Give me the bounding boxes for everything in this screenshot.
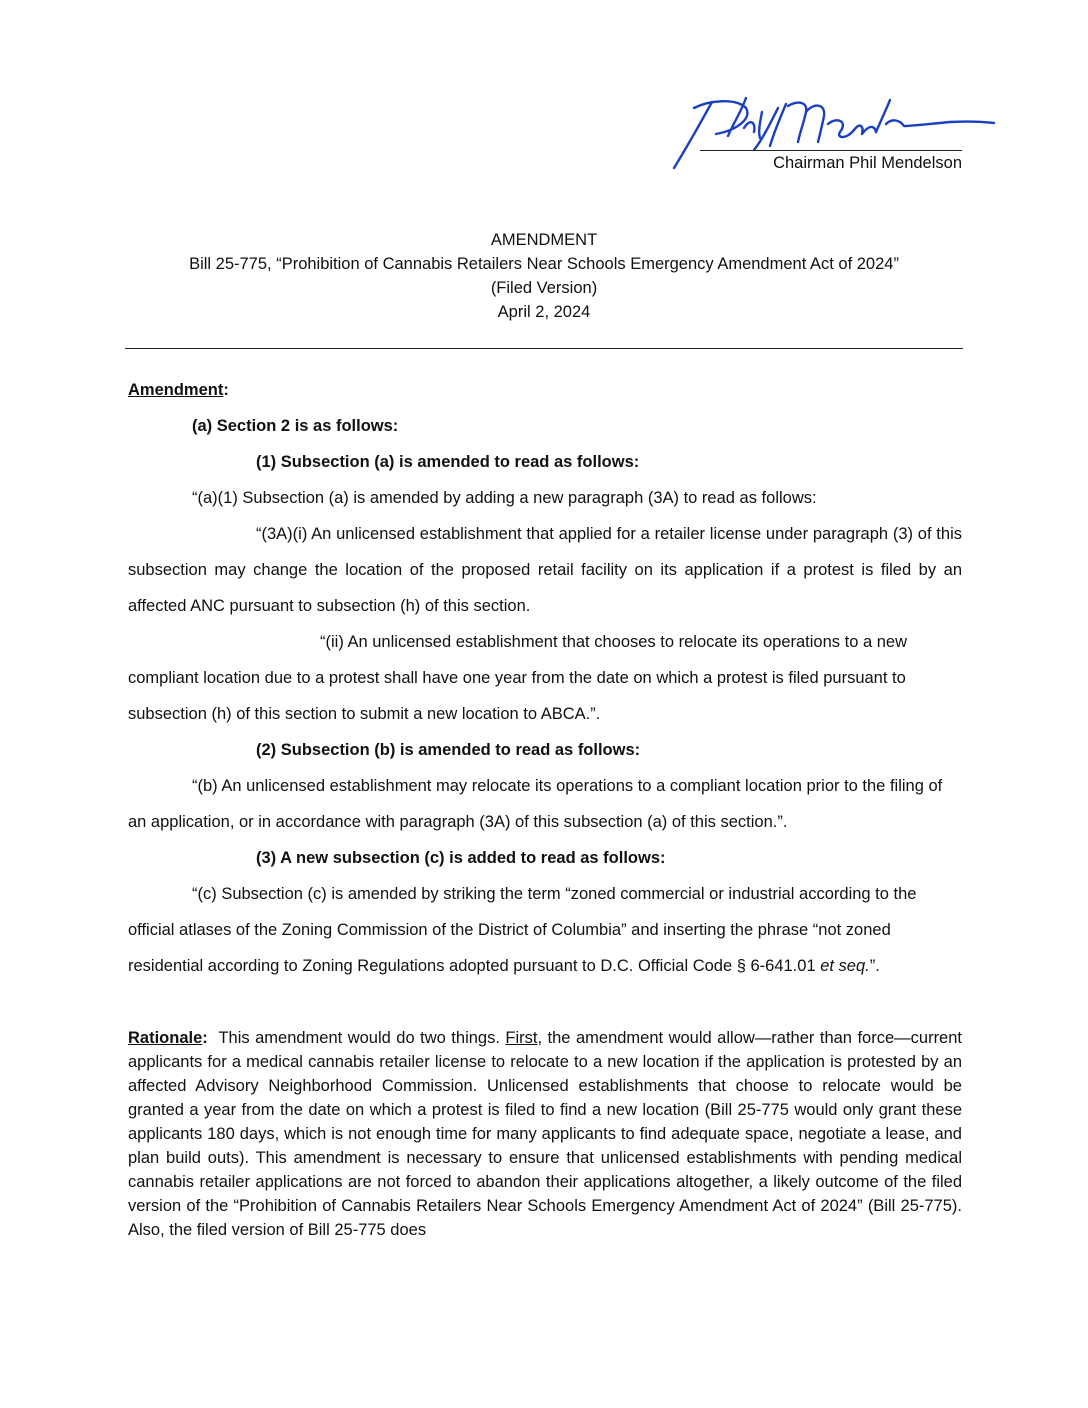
header-divider [125,348,963,349]
amendment-heading-colon: : [223,381,229,399]
document-title: AMENDMENT [490,231,598,249]
signer-name: Chairman Phil Mendelson [773,154,962,172]
subsection-1-intro: “(a)(1) Subsection (a) is amended by adding a new paragraph (3A) to read as follows: [192,489,817,507]
rationale-colon: : [202,1029,208,1047]
subsection-3-text-end: ”. [869,957,880,975]
rationale-paragraph [128,1026,962,1242]
rationale-lead: This amendment would do two things. [207,1029,506,1047]
amendment-body [128,372,962,984]
paragraph-3a-i: “(3A)(i) An unlicensed establishment that applied for a retailer license under paragraph (3) of this subsection may change the location of the proposed retail facility on its application if a protest is filed by an affected ANC pursuant to subsection (h) of this section. [128,525,962,615]
subsection-3-text [128,876,962,984]
section-heading: (a) Section 2 is as follows: [192,417,399,435]
version-line: (Filed Version) [490,279,598,297]
rationale-first: First [505,1029,538,1047]
amendment-heading-label: Amendment [128,381,224,399]
subsection-1-heading: (1) Subsection (a) is amended to read as follows: [256,453,640,471]
subsection-3-text-italic: et seq. [820,957,870,975]
paragraph-3a-ii: “(ii) An unlicensed establishment that chooses to relocate its operations to a new compliant location due to a protest shall have one year from the date on which a protest is filed pursuant to subsection (h) of this section to submit a new location to ABCA.”. [128,633,907,723]
subsection-2-heading: (2) Subsection (b) is amended to read as follows: [256,741,641,759]
subsection-2-text: “(b) An unlicensed establishment may relocate its operations to a compliant location prior to the filing of an application, or in accordance with paragraph (3A) of this subsection (a) of this section.”. [128,777,943,831]
subsection-3-text-main: “(c) Subsection (c) is amended by striking the term “zoned commercial or industrial according to the official atlases of the Zoning Commission of the District of Columbia” and inserting the phrase “not zoned residential according to Zoning Regulations adopted pursuant to D.C. Official Code § 6-641.01 [128,885,917,975]
bill-line: Bill 25-775, “Prohibition of Cannabis Retailers Near Schools Emergency Amendment Act of 2024” [189,255,899,273]
rationale-body: , the amendment would allow—rather than force—current applicants for a medical cannabis retailer license to relocate to a new location if the application is protested by an affected Advisory Neighborhood Commission. Unlicensed establishments that choose to relocate would be granted a year from the date on which a protest is filed to find a new location (Bill 25-775 would only grant these applicants 180 days, which is not enough time for many applicants to find adequate space, negotiate a lease, and plan build outs). This amendment is necessary to ensure that unlicensed establishments with pending medical cannabis retailer applications are not forced to abandon their applications altogether, a likely outcome of the filed version of the “Prohibition of Cannabis Retailers Near Schools Emergency Amendment Act of 2024” (Bill 25-775). Also, the filed version of Bill 25-775 does [128,1029,962,1239]
date-line: April 2, 2024 [497,303,591,321]
rationale-label: Rationale [128,1029,203,1047]
subsection-3-heading: (3) A new subsection (c) is added to read as follows: [256,849,666,867]
amendment-heading [128,372,962,408]
signature-line [700,150,962,151]
